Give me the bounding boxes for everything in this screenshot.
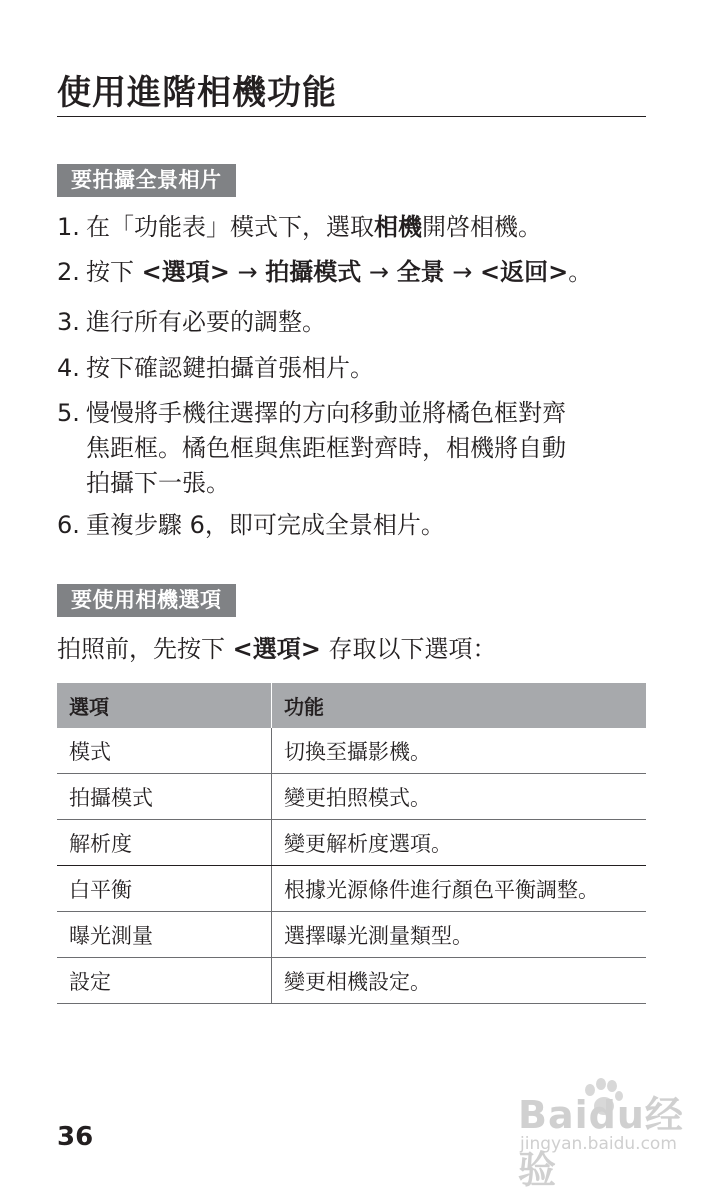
step-number: 6. (57, 511, 80, 539)
options-key: <選項> (232, 635, 321, 663)
panorama-keyword: 全景 (396, 258, 445, 286)
step-number: 1. (57, 213, 80, 241)
section-heading-panorama: 要拍攝全景相片 (57, 164, 236, 197)
options-key: <選項> (141, 258, 230, 286)
back-key: <返回> (479, 258, 569, 286)
step-number: 5. (57, 399, 80, 427)
options-intro: 拍照前，先按下 <選項> 存取以下選項： (57, 635, 497, 663)
function-cell: 切換至攝影機。 (272, 728, 647, 774)
step-item: 1. 在「功能表」模式下，選取相機開啓相機。 (57, 210, 657, 245)
option-cell: 曝光測量 (57, 912, 272, 958)
table-header-row (57, 683, 646, 728)
table-row (57, 728, 646, 774)
option-cell: 拍攝模式 (57, 774, 272, 820)
table-row (57, 958, 646, 1004)
function-cell: 根據光源條件進行顏色平衡調整。 (272, 866, 647, 912)
function-cell: 變更解析度選項。 (272, 820, 647, 866)
page-number: 36 (57, 1122, 94, 1152)
step-number: 4. (57, 354, 80, 382)
shooting-mode-keyword: 拍攝模式 (265, 258, 362, 286)
function-cell: 選擇曝光測量類型。 (272, 912, 647, 958)
function-cell: 變更拍照模式。 (272, 774, 647, 820)
option-cell: 模式 (57, 728, 272, 774)
table-row (57, 774, 646, 820)
column-header-option: 選項 (57, 683, 272, 728)
step-item: 2. 按下 <選項> → 拍攝模式 → 全景 → <返回>。 (57, 255, 657, 290)
table-row (57, 912, 646, 958)
step-item: 5. 慢慢將手機往選擇的方向移動並將橘色框對齊 焦距框。橘色框與焦距框對齊時，相機將自動 拍攝下一張。 (57, 396, 657, 501)
option-cell: 設定 (57, 958, 272, 1004)
camera-options-table (57, 683, 646, 1004)
step-number: 3. (57, 308, 80, 336)
section-heading-camera-options: 要使用相機選項 (57, 584, 236, 617)
title-divider (57, 116, 646, 117)
step-item: 3. 進行所有必要的調整。 (57, 305, 657, 340)
function-cell: 變更相機設定。 (272, 958, 647, 1004)
camera-keyword: 相機 (374, 213, 422, 241)
page-title: 使用進階相機功能 (57, 73, 337, 113)
column-header-function: 功能 (272, 683, 647, 728)
table-row (57, 866, 646, 912)
step-number: 2. (57, 258, 80, 286)
baidu-watermark (518, 1084, 718, 1192)
step-item: 6. 重複步驟 6，即可完成全景相片。 (57, 508, 657, 543)
step-item: 4. 按下確認鍵拍攝首張相片。 (57, 351, 657, 386)
option-cell: 白平衡 (57, 866, 272, 912)
table-row (57, 820, 646, 866)
watermark-url: jingyan.baidu.com (520, 1134, 677, 1154)
watermark-logo: Baidu经验 (518, 1093, 684, 1192)
option-cell: 解析度 (57, 820, 272, 866)
